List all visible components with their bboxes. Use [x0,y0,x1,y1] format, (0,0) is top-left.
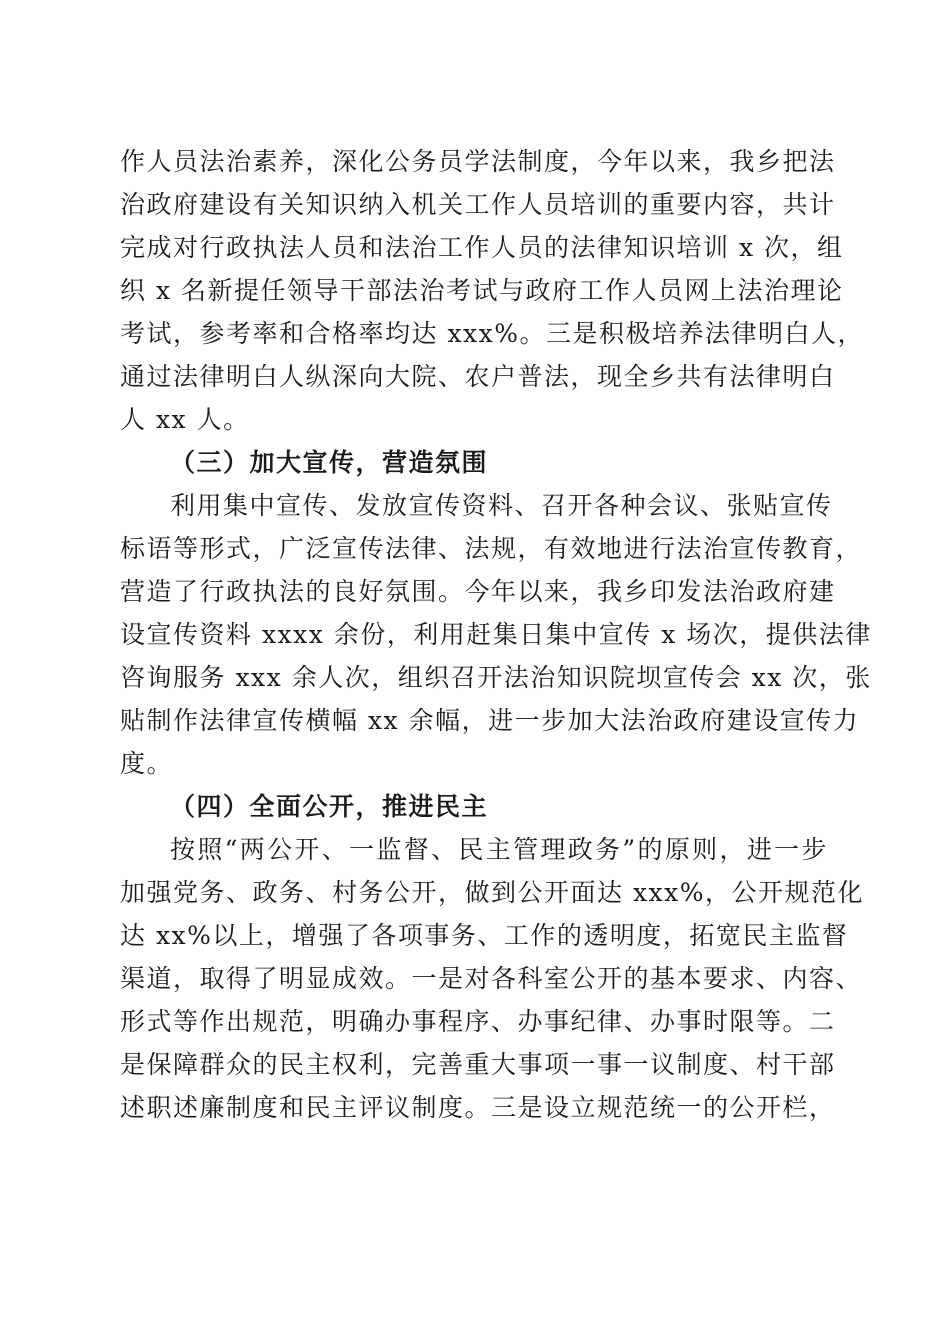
text-line: 咨询服务 xxx 余人次，组织召开法治知识院坝宣传会 xx 次，张 [120,663,872,692]
text-line: 完成对行政执法人员和法治工作人员的法律知识培训 x 次，组 [120,233,844,262]
text-line: 加强党务、政务、村务公开，做到公开面达 xxx%，公开规范化 [120,878,865,907]
text-line: 达 xx%以上，增强了各项事务、工作的透明度，拓宽民主监督 [120,921,849,950]
paragraph-publicity [120,484,872,785]
text-line: 渠道，取得了明显成效。一是对各科室公开的基本要求、内容、 [120,964,863,993]
text-line: 按照“两公开、一监督、民主管理政务”的原则，进一步 [170,835,828,864]
text-line: 述职述廉制度和民主评议制度。三是设立规范统一的公开栏， [120,1093,836,1122]
text-line: 标语等形式，广泛宣传法律、法规，有效地进行法治宣传教育， [120,534,863,563]
text-line: 是保障群众的民主权利，完善重大事项一事一议制度、村干部 [120,1050,836,1079]
text-line: 设宣传资料 xxxx 余份，利用赶集日集中宣传 x 场次，提供法律 [120,620,872,649]
text-line: 形式等作出规范，明确办事程序、办事纪律、办事时限等。二 [120,1007,836,1036]
text-line: 贴制作法律宣传横幅 xx 余幅，进一步加大法治政府建设宣传力 [120,706,860,735]
text-line: 作人员法治素养，深化公务员学法制度，今年以来，我乡把法 [120,147,836,176]
text-line: 治政府建设有关知识纳入机关工作人员培训的重要内容，共计 [120,190,836,219]
paragraph-training [120,140,865,441]
text-line: 利用集中宣传、发放宣传资料、召开各种会议、张贴宣传 [170,491,833,520]
text-line: 营造了行政执法的良好氛围。今年以来，我乡印发法治政府建 [120,577,836,606]
paragraph-openness [120,828,865,1129]
section-heading-publicity: （三）加大宣传，营造氛围 [170,448,489,477]
document-page [120,140,872,1129]
text-line: 织 x 名新提任领导干部法治考试与政府工作人员网上法治理论 [120,276,844,305]
text-line: 通过法律明白人纵深向大院、农户普法，现全乡共有法律明白 [120,362,836,391]
text-line: 人 xx 人。 [120,405,250,434]
section-heading-openness: （四）全面公开，推进民主 [170,792,489,821]
text-line: 度。 [120,749,174,778]
text-line: 考试，参考率和合格率均达 xxx%。三是积极培养法律明白人， [120,319,865,348]
